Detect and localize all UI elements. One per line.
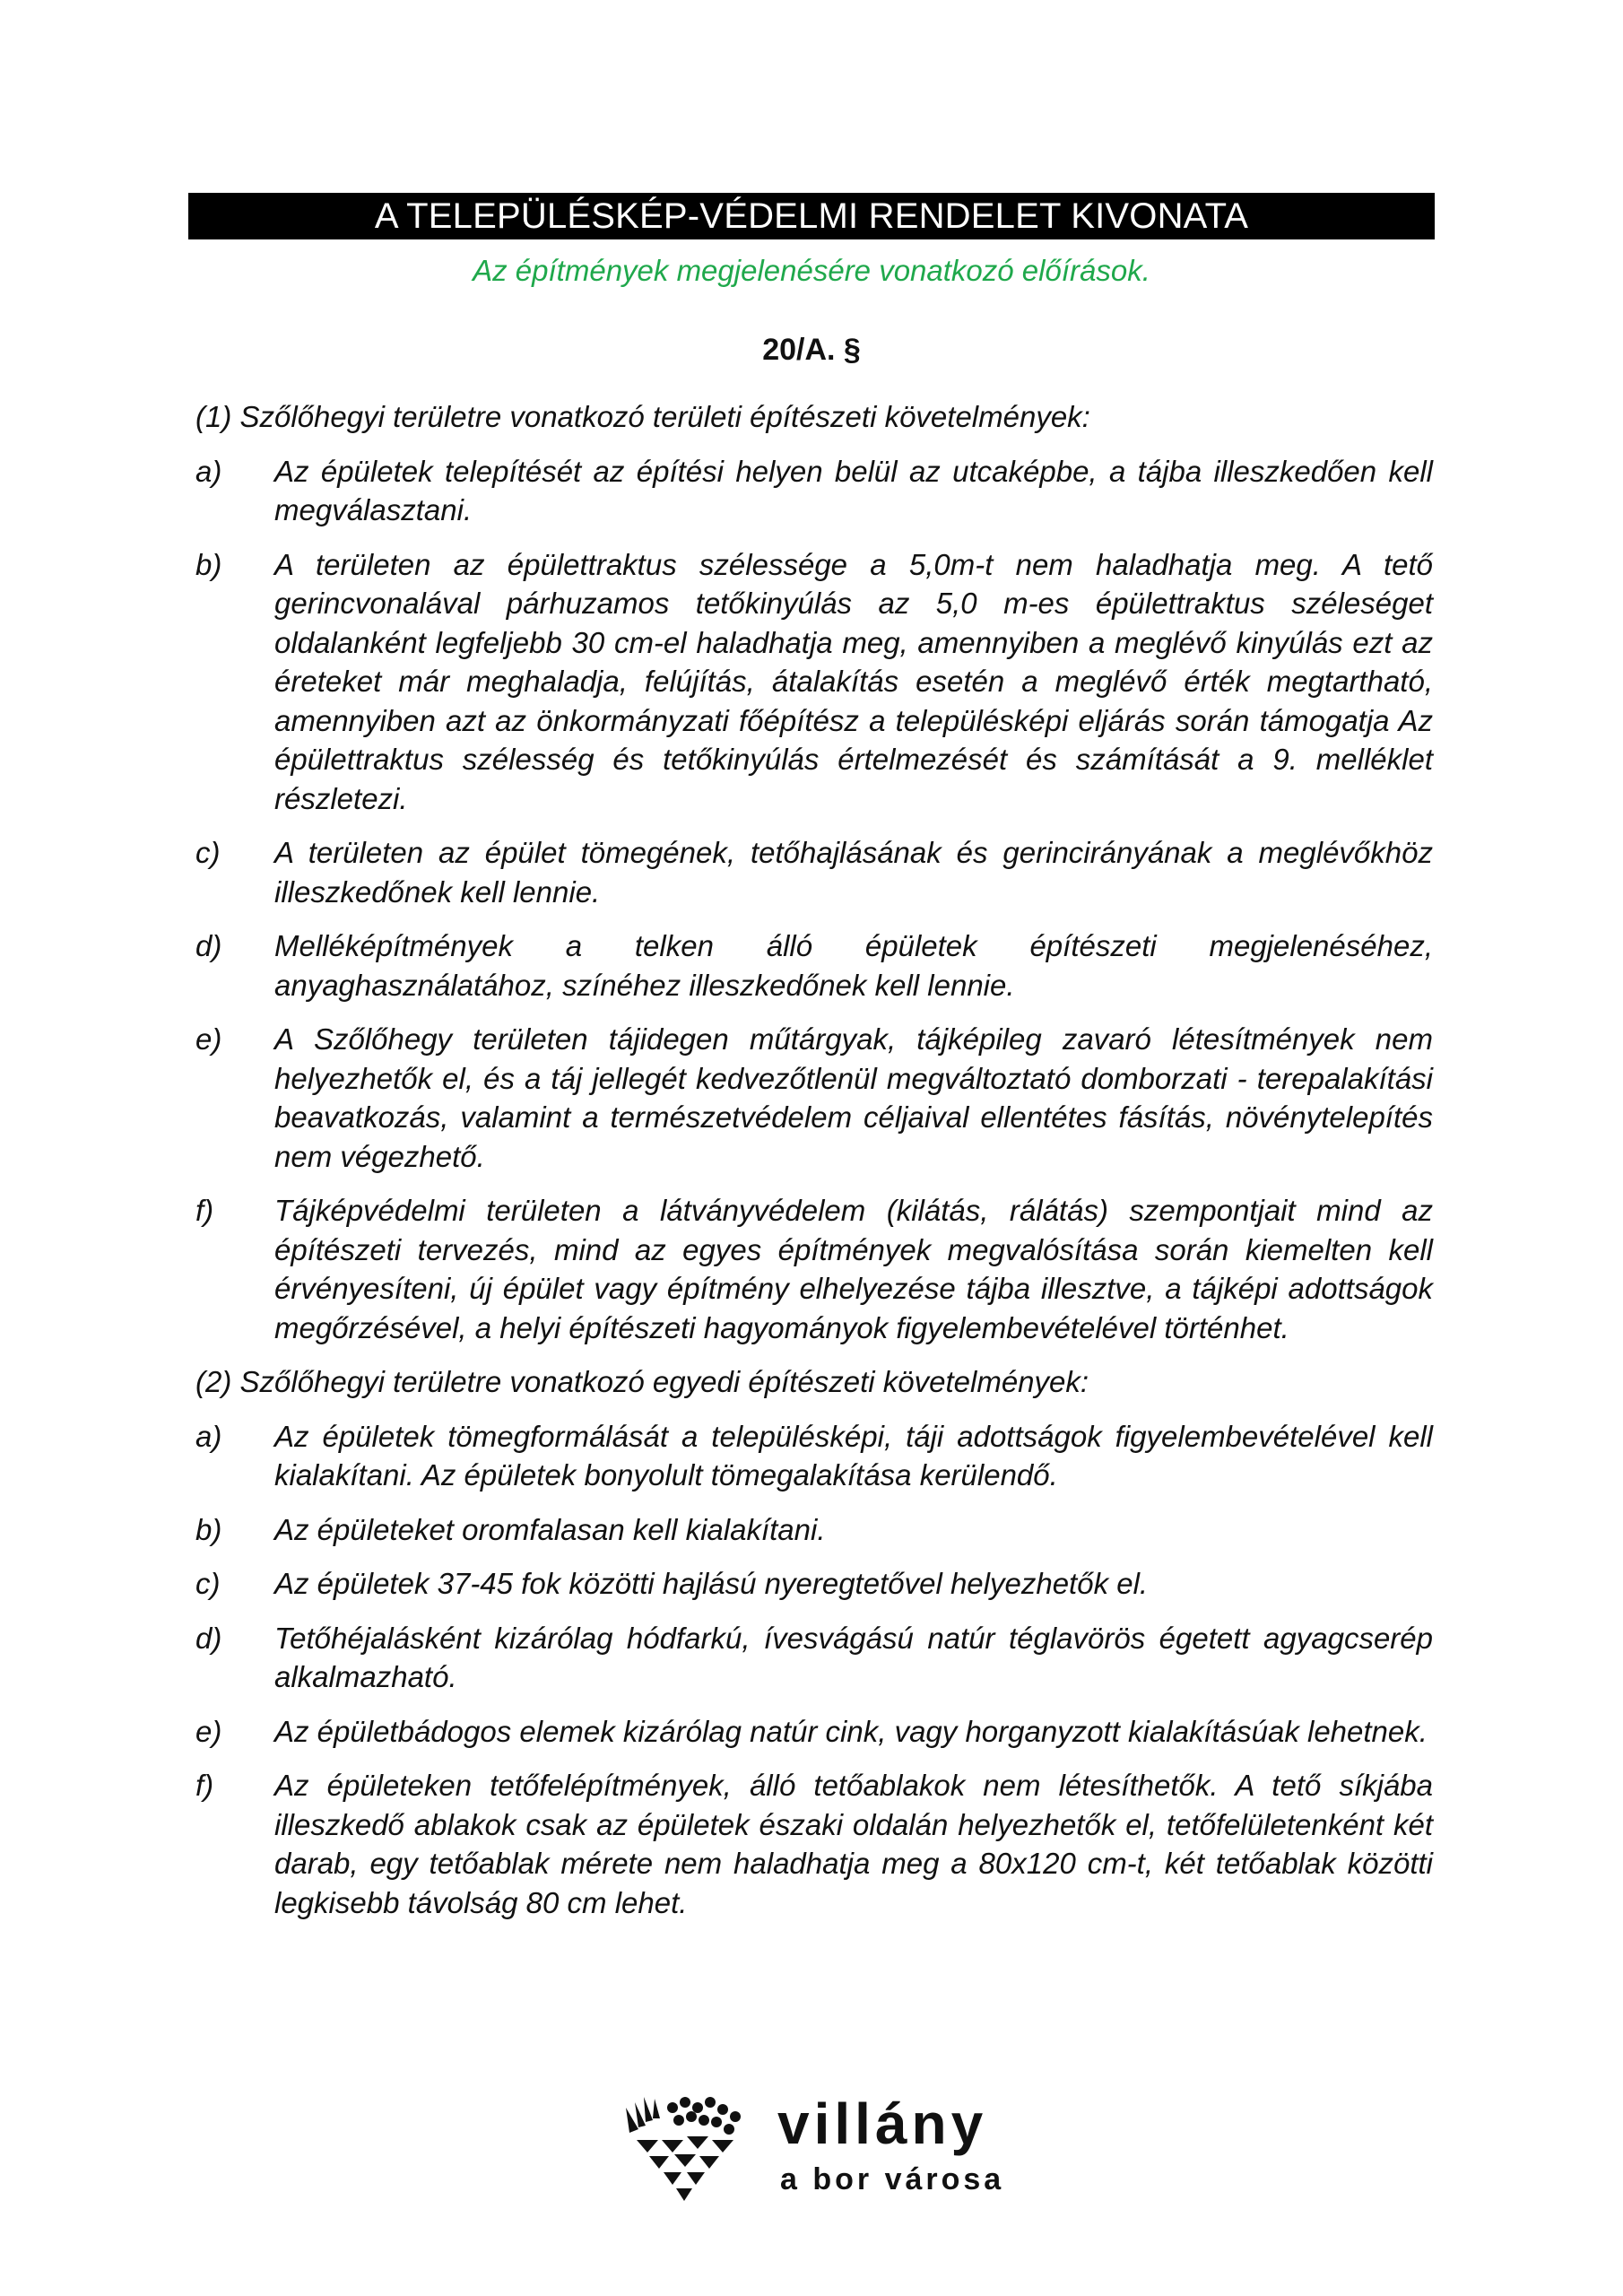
- list-item-label: b): [195, 547, 222, 581]
- section-number: 20/A. §: [762, 333, 861, 367]
- list-item-text: A területen az épülettraktus szélessége a 5,0m-t nem haladhatja meg. A tető gerincvonalával párhuzamos tetőkinyúlás az 5,0 m-es épülettraktus széleséget oldalanként legfeljebb 30 cm-el haladhatja meg, amennyiben a meglévő kinyúlás ezt az éreteket már meghaladja, felújítás, átalakítás esetén a meglévő érték megtartható, amennyiben azt az önkormányzati főépítész a településképi eljárás során támogatja Az épülettraktus szélesség és tetőkinyúlás értelmezését és számítását a 9. melléklet részletezi.: [274, 547, 1433, 815]
- list-item-text: Tetőhéjalásként kizárólag hódfarkú, ívesvágású natúr téglavörös égetett agyagcserép alkalmazható.: [274, 1621, 1433, 1693]
- list-item-text: Az épületeken tetőfelépítmények, álló tetőablakok nem létesíthetők. A tető síkjába illeszkedő ablakok csak az épületek északi oldalán helyezhetők el, tetőfelületenként két darab, egy tetőablak mérete nem haladhatja meg a 80x120 cm-t, két tetőablak közötti legkisebb távolság 80 cm lehet.: [274, 1769, 1433, 1919]
- list-item-label: e): [195, 1714, 222, 1748]
- list-item-text: Az épületeket oromfalasan kell kialakítani.: [274, 1512, 826, 1546]
- list-item-text: Tájképvédelmi területen a látványvédelem (kilátás, rálátás) szempontjait mind az építészeti tervezés, mind az egyes építmények megvalósítása során kiemelten kell érvényesíteni, új épület vagy építmény elhelyezése tájba illesztve, a tájképi adottságok megőrzésével, a helyi építészeti hagyományok figyelembevételével történhet.: [274, 1194, 1433, 1344]
- list-item-label: d): [195, 929, 222, 962]
- list-item-label: b): [195, 1512, 222, 1546]
- list-item-text: Az épületek telepítését az építési helyen belül az utcaképbe, a tájba illeszkedően kell megválasztani.: [274, 454, 1433, 526]
- list-item-label: c): [195, 1567, 221, 1600]
- list-item-label: f): [195, 1769, 214, 1802]
- list-item: [195, 1564, 1433, 1604]
- part2-list: [195, 1417, 1433, 1923]
- list-item-label: a): [195, 1419, 222, 1453]
- list-item: [195, 926, 1433, 1004]
- list-item: [195, 1712, 1433, 1752]
- list-item: [195, 1619, 1433, 1697]
- list-item-label: c): [195, 836, 221, 869]
- document-title: A TELEPÜLÉSKÉP-VÉDELMI RENDELET KIVONATA: [188, 193, 1435, 239]
- list-item-text: Az épületek 37-45 fok közötti hajlású nyeregtetővel helyezhetők el.: [274, 1567, 1149, 1600]
- list-item-text: Melléképítmények a telken álló épületek építészeti megjelenéséhez, anyaghasználatához, színéhez illeszkedőnek kell lennie.: [274, 929, 1433, 1002]
- part1-heading: (1) Szőlőhegyi területre vonatkozó területi építészeti követelmények:: [195, 400, 1090, 433]
- list-item: [195, 1510, 1433, 1550]
- list-item-text: A Szőlőhegy területen tájidegen műtárgyak, tájképileg zavaró létesítmények nem helyezhetők el, és a táj jellegét kedvezőtlenül megváltoztató domborzati - terepalakítási beavatkozás, valamint a természetvédelem céljaival ellentétes fásítás, növénytelepítés nem végezhető.: [274, 1022, 1433, 1173]
- document-subtitle: Az építmények megjelenésére vonatkozó előírások.: [473, 254, 1150, 287]
- list-item-text: Az épületbádogos elemek kizárólag natúr cink, vagy horganyzott kialakításúak lehetnek.: [274, 1714, 1428, 1748]
- document-body: [195, 397, 1433, 1937]
- list-item: [195, 1191, 1433, 1347]
- list-item: [195, 1766, 1433, 1922]
- part1-list: [195, 452, 1433, 1348]
- list-item-text: A területen az épület tömegének, tetőhajlásának és gerincirányának a meglévőkhöz illeszkedőnek kell lennie.: [274, 836, 1433, 909]
- list-item: [195, 833, 1433, 911]
- part2-heading: (2) Szőlőhegyi területre vonatkozó egyedi építészeti követelmények:: [195, 1365, 1089, 1398]
- list-item: [195, 1020, 1433, 1176]
- villany-logo: [619, 2090, 1013, 2206]
- logo-tagline: a bor városa: [780, 2162, 1005, 2196]
- list-item-label: a): [195, 454, 222, 488]
- list-item-text: Az épületek tömegformálását a településképi, táji adottságok figyelembevételével kell kialakítani. Az épületek bonyolult tömegalakítása kerülendő.: [274, 1419, 1433, 1492]
- list-item: [195, 452, 1433, 530]
- list-item: [195, 545, 1433, 819]
- list-item-label: f): [195, 1194, 214, 1227]
- list-item-label: d): [195, 1621, 222, 1655]
- list-item: [195, 1417, 1433, 1495]
- list-item-label: e): [195, 1022, 222, 1056]
- grape-heart-logo-icon: [619, 2090, 753, 2206]
- logo-brand-text: villány: [777, 2092, 988, 2156]
